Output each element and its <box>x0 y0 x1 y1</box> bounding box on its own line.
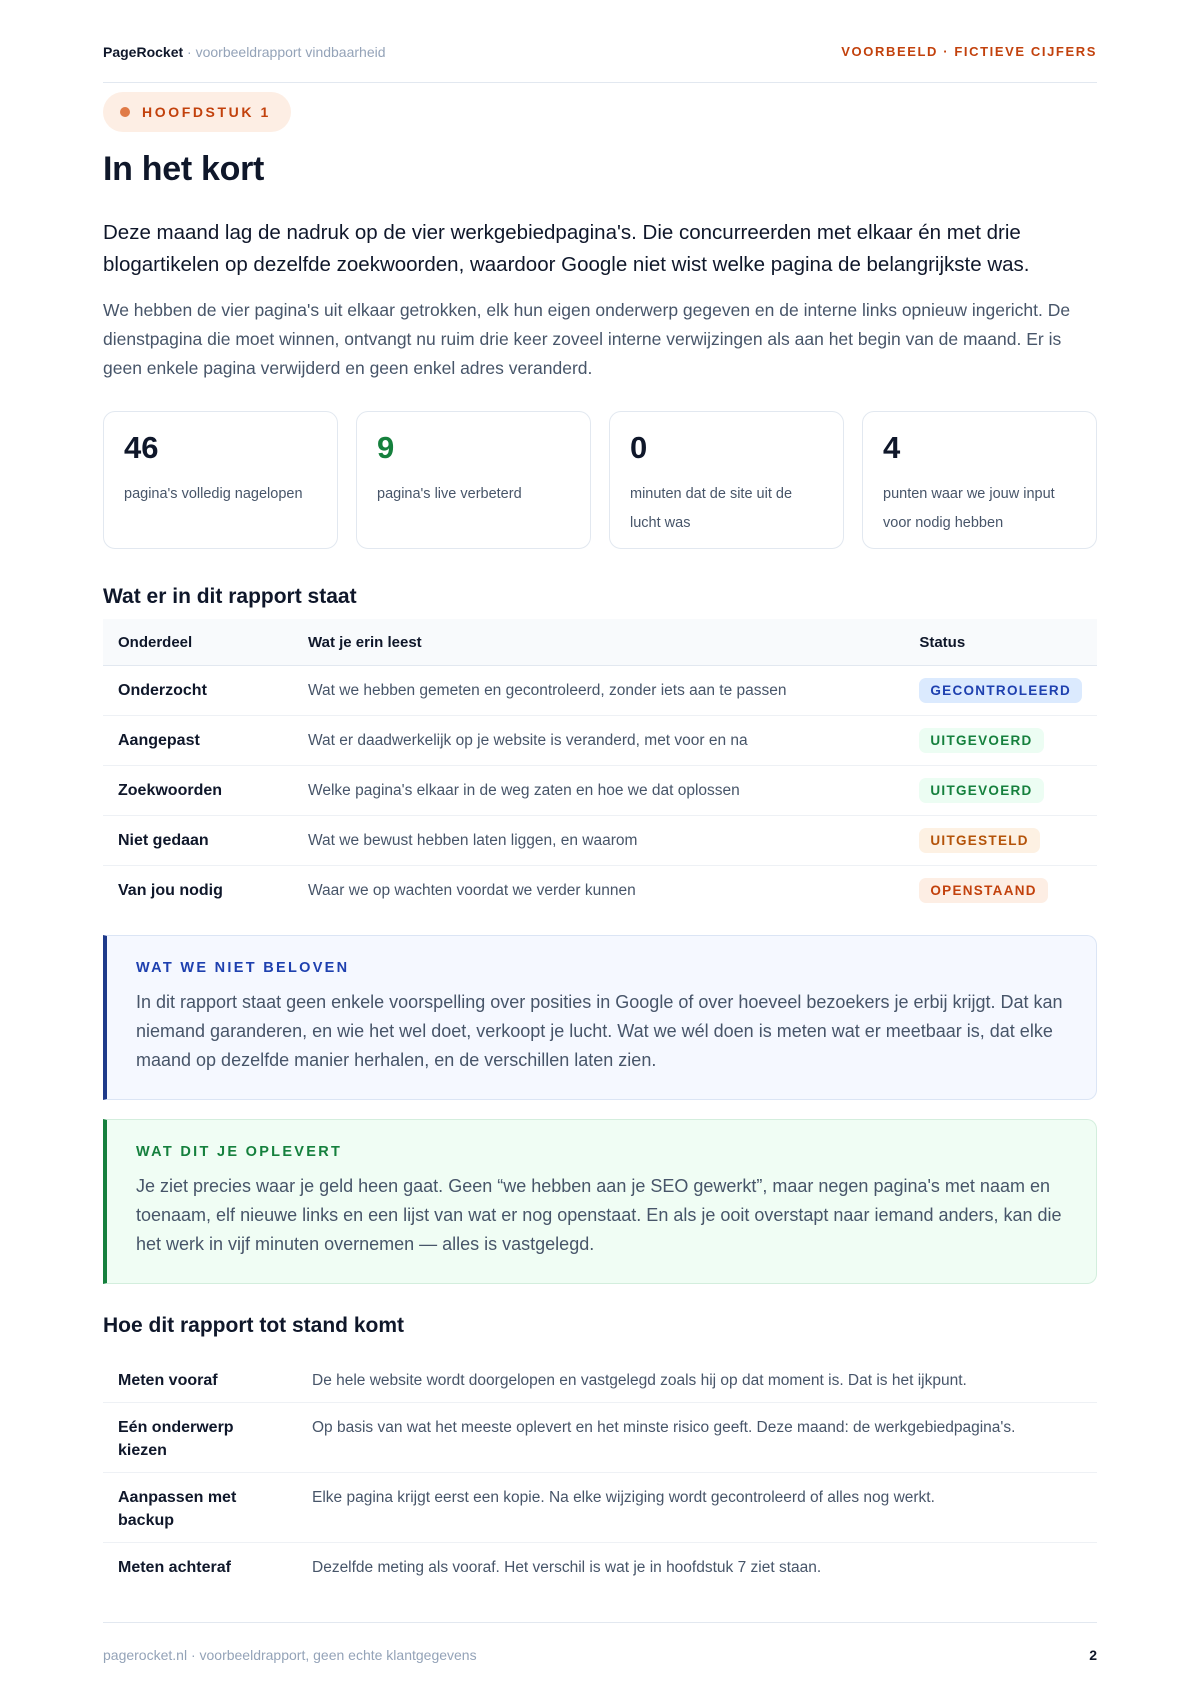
callout-no-promises <box>103 935 1097 1100</box>
row-description: Welke pagina's elkaar in de weg zaten en hoe we dat oplossen <box>293 766 904 816</box>
table-header-row <box>103 619 1097 666</box>
callout-title: WAT DIT JE OPLEVERT <box>136 1144 343 1160</box>
stat-label: minuten dat de site uit de lucht was <box>630 486 793 531</box>
status-badge: OPENSTAAND <box>919 878 1048 903</box>
status-badge: UITGEVOERD <box>919 778 1043 803</box>
step-name: Aanpassen met backup <box>118 1489 237 1529</box>
step-description: Op basis van wat het meeste oplevert en het minste risico geeft. Deze maand: de werkgebiedpagina's. <box>312 1419 1016 1436</box>
row-description: Wat we hebben gemeten en gecontroleerd, zonder iets aan te passen <box>293 666 904 716</box>
step-name: Meten achteraf <box>118 1559 231 1576</box>
row-status <box>904 716 1097 766</box>
status-badge: UITGEVOERD <box>919 728 1043 753</box>
step-description: Elke pagina krijgt eerst een kopie. Na elke wijziging wordt gecontroleerd of alles nog werkt. <box>312 1489 935 1506</box>
brand <box>103 44 386 60</box>
row-part: Niet gedaan <box>103 816 293 866</box>
column-header: Status <box>904 619 1097 666</box>
stat-value: 4 <box>883 430 901 465</box>
step-name: Eén onderwerp kiezen <box>118 1419 234 1459</box>
callout-text: In dit rapport staat geen enkele voorspelling over posities in Google of over hoeveel bezoekers je erbij krijgt. Dat kan niemand garanderen, en wie het wel doet, verkoopt je lucht. Wat we wél doen is meten wat er meetbaar is, dat elke maand op dezelfde manier herhalen, en de verschillen laten zien. <box>136 992 1063 1070</box>
callout-title: WAT WE NIET BELOVEN <box>136 960 350 976</box>
stats-row <box>103 411 1097 549</box>
chapter-pill <box>103 92 291 132</box>
column-header: Onderdeel <box>103 619 293 666</box>
table-row <box>103 766 1097 816</box>
row-description: Wat we bewust hebben laten liggen, en waarom <box>293 816 904 866</box>
page-number: 2 <box>1089 1647 1097 1663</box>
lead-paragraph: Deze maand lag de nadruk op de vier werkgebiedpagina's. Die concurreerden met elkaar én met drie blogartikelen op dezelfde zoekwoorden, waardoor Google niet wist welke pagina de belangrijkste was. <box>103 221 1030 276</box>
row-status <box>904 766 1097 816</box>
footer-text: pagerocket.nl · voorbeeldrapport, geen echte klantgegevens <box>103 1647 477 1663</box>
stat-card <box>862 411 1097 549</box>
body-paragraph: We hebben de vier pagina's uit elkaar getrokken, elk hun eigen onderwerp gegeven en de interne links opnieuw ingericht. De dienstpagina die moet winnen, ontvangt nu ruim drie keer zoveel interne verwijzingen als aan het begin van de maand. Er is geen enkele pagina verwijderd en geen enkel adres veranderd. <box>103 300 1071 378</box>
sample-flag: VOORBEELD · FICTIEVE CIJFERS <box>841 44 1097 59</box>
list-item <box>103 1543 1097 1589</box>
contents-heading: Wat er in dit rapport staat <box>103 585 357 608</box>
row-description: Waar we op wachten voordat we verder kunnen <box>308 881 636 899</box>
step-description: De hele website wordt doorgelopen en vastgelegd zoals hij op dat moment is. Dat is het ijkpunt. <box>312 1372 967 1389</box>
row-status <box>904 866 1097 916</box>
row-part: Van jou nodig <box>118 881 223 899</box>
stat-card <box>103 411 338 549</box>
stat-card <box>356 411 591 549</box>
list-item <box>103 1473 1097 1543</box>
process-list <box>103 1356 1097 1589</box>
callout-text: Je ziet precies waar je geld heen gaat. Geen “we hebben aan je SEO gewerkt”, maar negen pagina's met naam en toenaam, elf nieuwe links en een lijst van wat er nog openstaat. En als je ooit overstapt naar iemand anders, kan die het werk in vijf minuten overnemen — alles is vastgelegd. <box>136 1176 1062 1254</box>
row-description: Wat er daadwerkelijk op je website is veranderd, met voor en na <box>293 716 904 766</box>
process-heading: Hoe dit rapport tot stand komt <box>103 1314 404 1337</box>
stat-label: punten waar we jouw input voor nodig hebben <box>883 486 1055 531</box>
row-part: Zoekwoorden <box>103 766 293 816</box>
dot-icon <box>120 107 130 117</box>
row-status <box>904 666 1097 716</box>
list-item <box>103 1356 1097 1403</box>
table-row <box>103 716 1097 766</box>
brand-name: PageRocket <box>103 44 184 60</box>
stat-label: pagina's volledig nagelopen <box>124 486 303 502</box>
page-header <box>103 44 1097 83</box>
step-name: Meten vooraf <box>118 1372 218 1389</box>
brand-subtitle: · voorbeeldrapport vindbaarheid <box>183 44 386 60</box>
stat-value: 46 <box>124 430 159 465</box>
table-row <box>103 816 1097 866</box>
page-title: In het kort <box>103 150 265 188</box>
stat-value: 9 <box>377 430 395 465</box>
column-header: Wat je erin leest <box>293 619 904 666</box>
row-part: Onderzocht <box>103 666 293 716</box>
table-row <box>103 666 1097 716</box>
step-description: Dezelfde meting als vooraf. Het verschil is wat je in hoofdstuk 7 ziet staan. <box>312 1559 822 1576</box>
status-badge: UITGESTELD <box>919 828 1040 853</box>
stat-value: 0 <box>630 430 648 465</box>
contents-table <box>103 619 1097 915</box>
stat-card <box>609 411 844 549</box>
row-status <box>904 816 1097 866</box>
callout-value <box>103 1119 1097 1284</box>
stat-label: pagina's live verbeterd <box>377 486 522 502</box>
chapter-label: HOOFDSTUK 1 <box>142 104 271 120</box>
row-part: Aangepast <box>103 716 293 766</box>
status-badge: GECONTROLEERD <box>919 678 1082 703</box>
page-footer <box>103 1622 1097 1663</box>
list-item <box>103 1403 1097 1473</box>
table-row <box>103 866 1097 916</box>
